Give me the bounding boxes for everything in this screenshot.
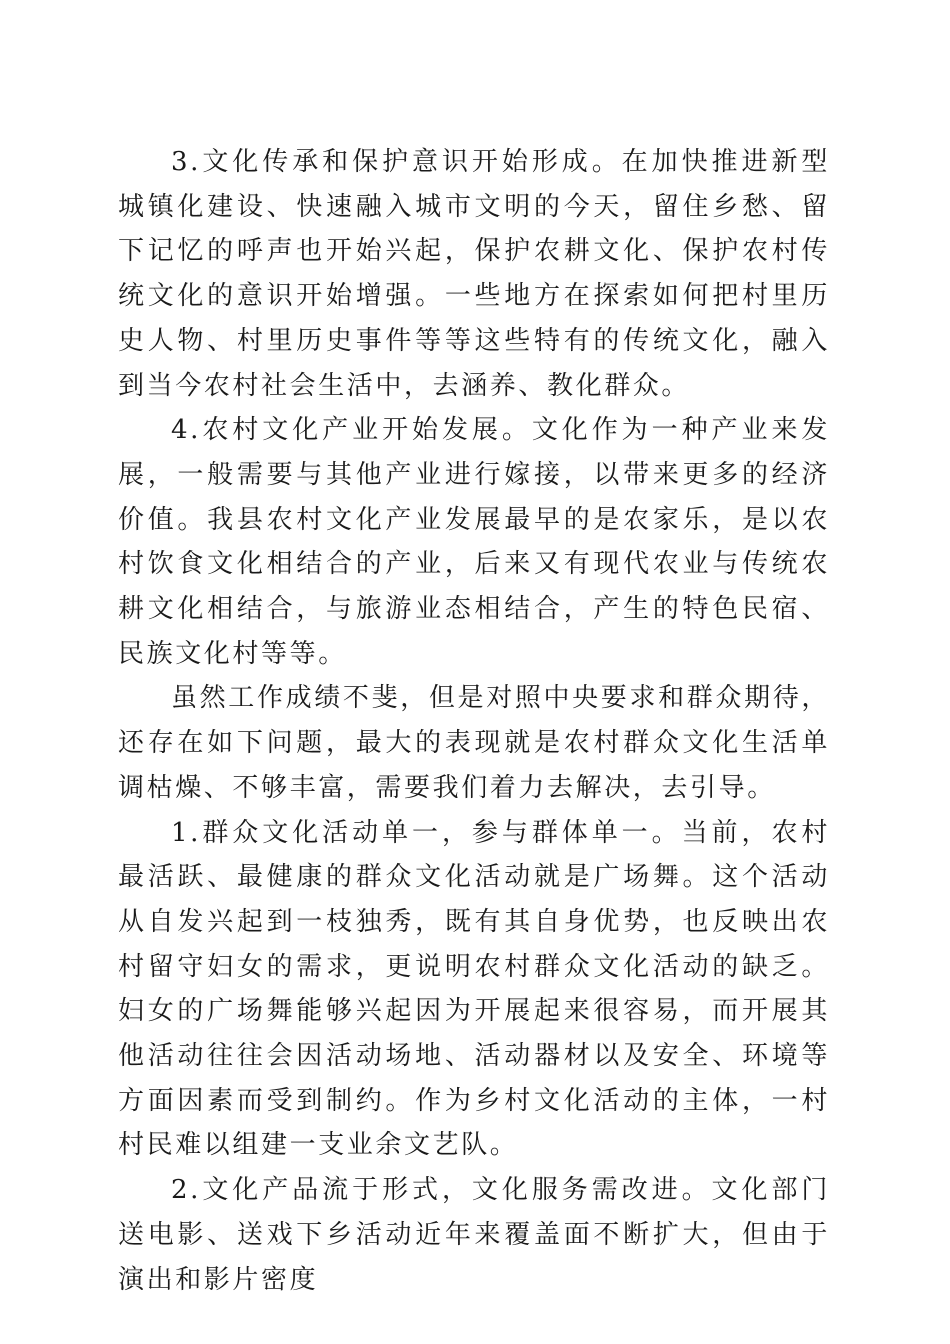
- paragraph-existing-problems: 虽然工作成绩不斐，但是对照中央要求和群众期待，还存在如下问题，最大的表现就是农村群众文化生活单调枯燥、不够丰富，需要我们着力去解决，去引导。: [118, 683, 830, 803]
- document-body: [118, 140, 830, 1302]
- paragraph-single-activity: 1.群众文化活动单一，参与群体单一。当前，农村最活跃、最健康的群众文化活动就是广场舞。这个活动从自发兴起到一枝独秀，既有其自身优势，也反映出农村留守妇女的需求，更说明农村群众文化活动的缺乏。妇女的广场舞能够兴起因为开展起来很容易，而开展其他活动往往会因活动场地、活动器材以及安全、环境等方面因素而受到制约。作为乡村文化活动的主体，一村村民难以组建一支业余文艺队。: [118, 817, 830, 1161]
- paragraph-cultural-products: 2.文化产品流于形式，文化服务需改进。文化部门送电影、送戏下乡活动近年来覆盖面不断扩大，但由于演出和影片密度: [118, 1175, 830, 1295]
- paragraph-rural-culture-industry: 4.农村文化产业开始发展。文化作为一种产业来发展，一般需要与其他产业进行嫁接，以带来更多的经济价值。我县农村文化产业发展最早的是农家乐，是以农村饮食文化相结合的产业，后来又有现代农业与传统农耕文化相结合，与旅游业态相结合，产生的特色民宿、民族文化村等等。: [118, 415, 830, 669]
- paragraph-cultural-heritage: 3.文化传承和保护意识开始形成。在加快推进新型城镇化建设、快速融入城市文明的今天，留住乡愁、留下记忆的呼声也开始兴起，保护农耕文化、保护农村传统文化的意识开始增强。一些地方在探索如何把村里历史人物、村里历史事件等等这些特有的传统文化，融入到当今农村社会生活中，去涵养、教化群众。: [118, 147, 830, 401]
